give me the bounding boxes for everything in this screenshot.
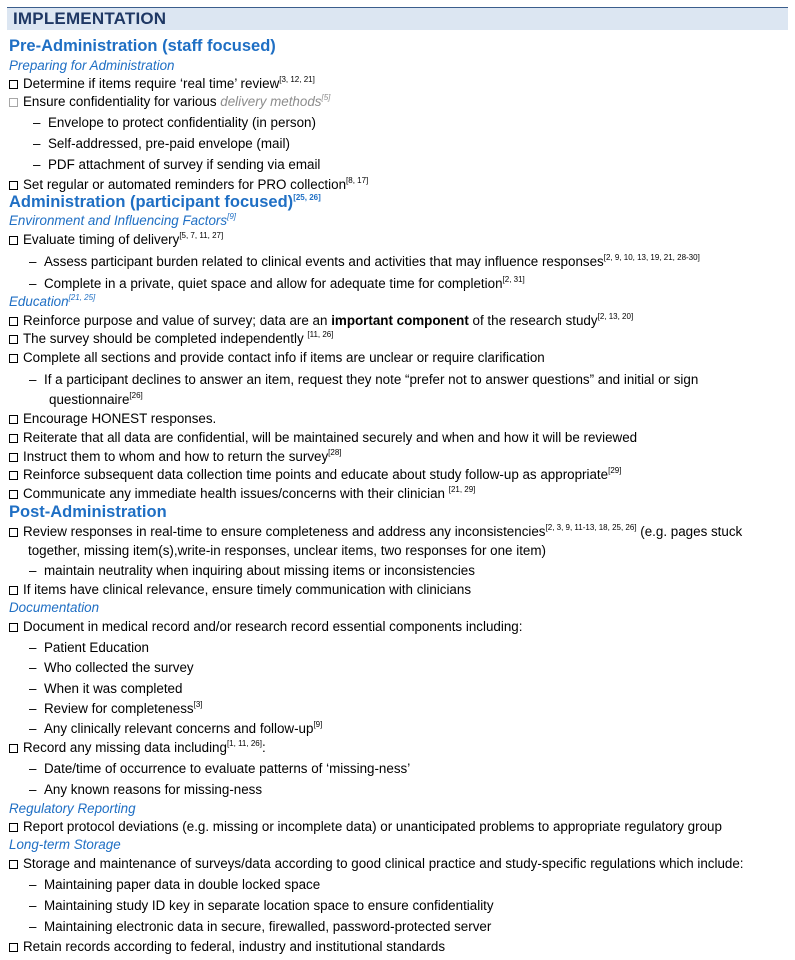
- sub-list-item-continued: questionnaire[26]: [49, 390, 143, 407]
- checkbox-icon: [9, 434, 18, 443]
- sub-list-item: – Who collected the survey: [29, 660, 194, 675]
- checkbox-icon: [9, 98, 18, 107]
- list-item: Reinforce subsequent data collection time points and educate about study follow-up as appropriate[29]: [9, 466, 621, 484]
- sub-list-item: – Patient Education: [29, 640, 149, 655]
- checkbox-icon: [9, 528, 18, 537]
- checkbox-icon: [9, 744, 18, 753]
- list-item: Ensure confidentiality for various delivery methods[5]: [9, 93, 330, 111]
- checkbox-icon: [9, 354, 18, 363]
- list-item: Instruct them to whom and how to return the survey[28]: [9, 448, 342, 466]
- subheading-storage: Long-term Storage: [9, 837, 121, 852]
- checkbox-icon: [9, 236, 18, 245]
- page-title: IMPLEMENTATION: [13, 9, 167, 28]
- sub-list-item: – Review for completeness[3]: [29, 699, 203, 716]
- list-item: Document in medical record and/or research record essential components including:: [9, 618, 522, 636]
- checkbox-icon: [9, 943, 18, 952]
- sub-list-item: – Date/time of occurrence to evaluate patterns of ‘missing-ness’: [29, 761, 411, 776]
- checkbox-icon: [9, 453, 18, 462]
- list-item: Reinforce purpose and value of survey; data are an important component of the research study[2, 13, 20]: [9, 312, 633, 330]
- sub-list-item: – PDF attachment of survey if sending via email: [33, 157, 321, 172]
- list-item: Record any missing data including[1, 11, 26]:: [9, 739, 266, 757]
- subheading-environment: Environment and Influencing Factors[9]: [9, 211, 236, 228]
- checkbox-icon: [9, 415, 18, 424]
- list-item: Communicate any immediate health issues/concerns with their clinician [21, 29]: [9, 485, 475, 503]
- list-item: Report protocol deviations (e.g. missing or incomplete data) or unanticipated problems to appropriate regulatory group: [9, 818, 722, 836]
- list-item: If items have clinical relevance, ensure timely communication with clinicians: [9, 581, 471, 599]
- list-item: Review responses in real-time to ensure completeness and address any inconsistencies[2, 3, 9, 11-13, 18, 25, 26] (e.g. pages stuck: [9, 523, 742, 541]
- list-item: Storage and maintenance of surveys/data according to good clinical practice and study-specific regulations which include:: [9, 855, 744, 873]
- subheading-education: Education[21, 25]: [9, 292, 96, 309]
- checkbox-icon: [9, 623, 18, 632]
- subheading-regulatory: Regulatory Reporting: [9, 801, 136, 816]
- list-item: Complete all sections and provide contact info if items are unclear or require clarification: [9, 349, 545, 367]
- checkbox-icon: [9, 471, 18, 480]
- subheading-preparing: Preparing for Administration: [9, 58, 175, 73]
- sub-list-item: – Envelope to protect confidentiality (in person): [33, 115, 316, 130]
- checkbox-icon: [9, 317, 18, 326]
- list-item: Reiterate that all data are confidential, will be maintained securely and when and how it will be reviewed: [9, 429, 637, 447]
- list-item: The survey should be completed independently [11, 26]: [9, 330, 333, 348]
- list-item-continued: together, missing item(s),write-in responses, unclear items, two responses for one item): [28, 543, 546, 558]
- sub-list-item: – Maintaining electronic data in secure, firewalled, password-protected server: [29, 919, 492, 934]
- sub-list-item: – Complete in a private, quiet space and allow for adequate time for completion[2, 31]: [29, 274, 525, 291]
- section-header-bar: [7, 7, 788, 30]
- sub-list-item: – Any clinically relevant concerns and follow-up[9]: [29, 719, 323, 736]
- sub-list-item: – Maintaining study ID key in separate location space to ensure confidentiality: [29, 898, 494, 913]
- sub-list-item: – Maintaining paper data in double locked space: [29, 877, 321, 892]
- checkbox-icon: [9, 490, 18, 499]
- heading-post-administration: Post-Administration: [9, 503, 167, 521]
- list-item: Evaluate timing of delivery[5, 7, 11, 27]: [9, 231, 223, 249]
- checkbox-icon: [9, 586, 18, 595]
- sub-list-item: – maintain neutrality when inquiring about missing items or inconsistencies: [29, 563, 475, 578]
- sub-list-item: – If a participant declines to answer an item, request they note “prefer not to answer questions” and initial or sign: [29, 372, 699, 387]
- subheading-documentation: Documentation: [9, 600, 100, 615]
- heading-pre-administration: Pre-Administration (staff focused): [9, 37, 276, 55]
- heading-administration: Administration (participant focused)[25, 26]: [9, 192, 321, 211]
- sub-list-item: – Assess participant burden related to clinical events and activities that may influence responses[2, 9, 10, 13, 19, 21, 28-30]: [29, 252, 700, 269]
- list-item: Set regular or automated reminders for PRO collection[8, 17]: [9, 176, 368, 194]
- sub-list-item: – Self-addressed, pre-paid envelope (mail): [33, 136, 290, 151]
- checkbox-icon: [9, 80, 18, 89]
- list-item: Retain records according to federal, industry and institutional standards: [9, 938, 445, 956]
- list-item: Determine if items require ‘real time’ review[3, 12, 21]: [9, 75, 315, 93]
- checkbox-icon: [9, 335, 18, 344]
- sub-list-item: – When it was completed: [29, 681, 183, 696]
- checkbox-icon: [9, 860, 18, 869]
- checkbox-icon: [9, 181, 18, 190]
- list-item: Encourage HONEST responses.: [9, 410, 216, 428]
- checkbox-icon: [9, 823, 18, 832]
- sub-list-item: – Any known reasons for missing-ness: [29, 782, 263, 797]
